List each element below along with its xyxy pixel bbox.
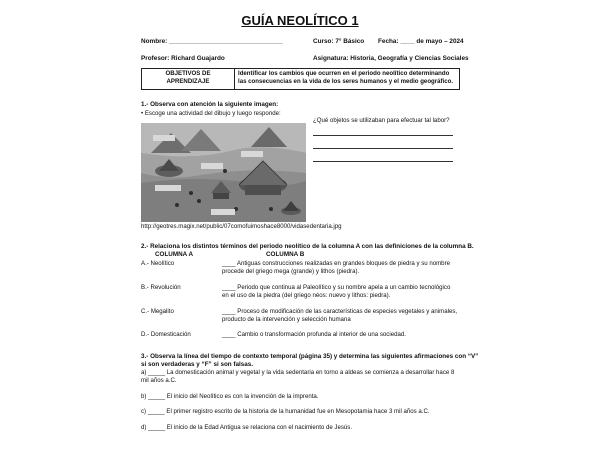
objetivos-label: OBJETIVOS DE APRENDIZAJE <box>142 69 235 90</box>
q3-heading-line-2: si son verdaderas y “F” si son falsas. <box>141 361 253 368</box>
fecha-field: Fecha: ____ de mayo – 2024 <box>378 38 464 45</box>
answer-line-2[interactable] <box>313 148 453 149</box>
definition-2-line-2: en el uso de la piedra (del griego néos: nuevo y lithos: piedra). <box>222 292 391 300</box>
objetivos-table <box>141 68 460 90</box>
page-title: GUÍA NEOLÍTICO 1 <box>241 13 359 28</box>
q1-question: ¿Qué objetos se utilizaban para efectuar tal labor? <box>313 117 450 124</box>
answer-line-3[interactable] <box>313 161 453 162</box>
column-b-header: COLUMNA B <box>266 251 305 258</box>
answer-line-1[interactable] <box>313 135 453 136</box>
bullet-icon: • <box>141 110 145 117</box>
curso-label: Curso: 7° Básico <box>313 38 365 45</box>
term-b: B.- Revolución <box>141 284 181 291</box>
statement-b: b) _____ El inicio del Neolítico es con la invención de la imprenta. <box>141 393 319 400</box>
statement-d: d) _____ El inicio de la Edad Antigua se relaciona con el nacimiento de Jesús. <box>141 424 353 431</box>
neolithic-village-illustration <box>141 123 306 222</box>
statement-a <box>141 369 454 385</box>
column-a-header: COLUMNA A <box>155 251 194 258</box>
definition-1 <box>222 260 450 276</box>
definition-2-line-1: ____ Periodo que continua al Paleolítico y su nombre apela a un cambio tecnológico <box>222 284 451 291</box>
definition-3 <box>222 308 457 324</box>
definition-4 <box>222 331 406 339</box>
statement-a-line-2: mil años a.C. <box>141 377 177 385</box>
definition-3-line-2: producto de la intervención y selección humana <box>222 316 351 324</box>
q1-bullet <box>141 110 281 118</box>
definition-4-line-1: ____ Cambio o transformación profunda al interior de una sociedad. <box>222 331 406 338</box>
definition-1-line-1: ____ Antiguas construcciones realizadas en grandes bloques de piedra y su nombre <box>222 260 450 267</box>
definition-1-line-2: procede del griego mega (grande) y lithos (piedra). <box>222 268 360 276</box>
image-source-caption: http://geotres.magix.net/public/07comofuimoshace8000/vidasedentaria.jpg <box>141 223 342 230</box>
asignatura-label: Asignatura: Historia, Geografía y Ciencias Sociales <box>313 55 469 62</box>
q3-heading-line-1: 3.- Observa la línea del tiempo de contexto temporal (página 35) y determina las siguientes afirmaciones con “V” <box>141 353 479 360</box>
definition-2 <box>222 284 450 300</box>
q1-heading: 1.- Observa con atención la siguiente imagen: <box>141 101 279 108</box>
term-a: A.- Neolítico <box>141 260 175 267</box>
objetivos-text <box>235 69 460 90</box>
definition-3-line-1: ____ Proceso de modificación de las características de especies vegetales y animales, <box>222 308 458 315</box>
term-d: D.- Domesticación <box>141 331 191 338</box>
q1-bullet-text: Escoge una actividad del dibujo y luego responde: <box>144 110 281 117</box>
objetivos-line-1: Identificar los cambios que ocurren en el periodo neolítico determinando <box>238 70 450 77</box>
nombre-field: Nombre: ________________________________ <box>141 38 283 45</box>
term-c: C.- Megalito <box>141 308 174 315</box>
q2-heading: 2.- Relaciona los distintos términos del periodo neolítico de la columna A con las definiciones de la columna B. <box>141 243 474 250</box>
statement-a-line-1: a) _____ La domesticación animal y vegetal y la vida sedentaria en torno a aldeas se comienza a desarrollar hace 8 <box>141 369 455 376</box>
profesor-label: Profesor: Richard Guajardo <box>141 55 225 62</box>
objetivos-line-2: las consecuencias en la vida de los seres humanos y el medio geográfico. <box>238 78 454 85</box>
statement-c: c) _____ El primer registro escrito de la historia de la humanidad fue en Mesopotamia hace 3 mil años a.C. <box>141 408 430 415</box>
